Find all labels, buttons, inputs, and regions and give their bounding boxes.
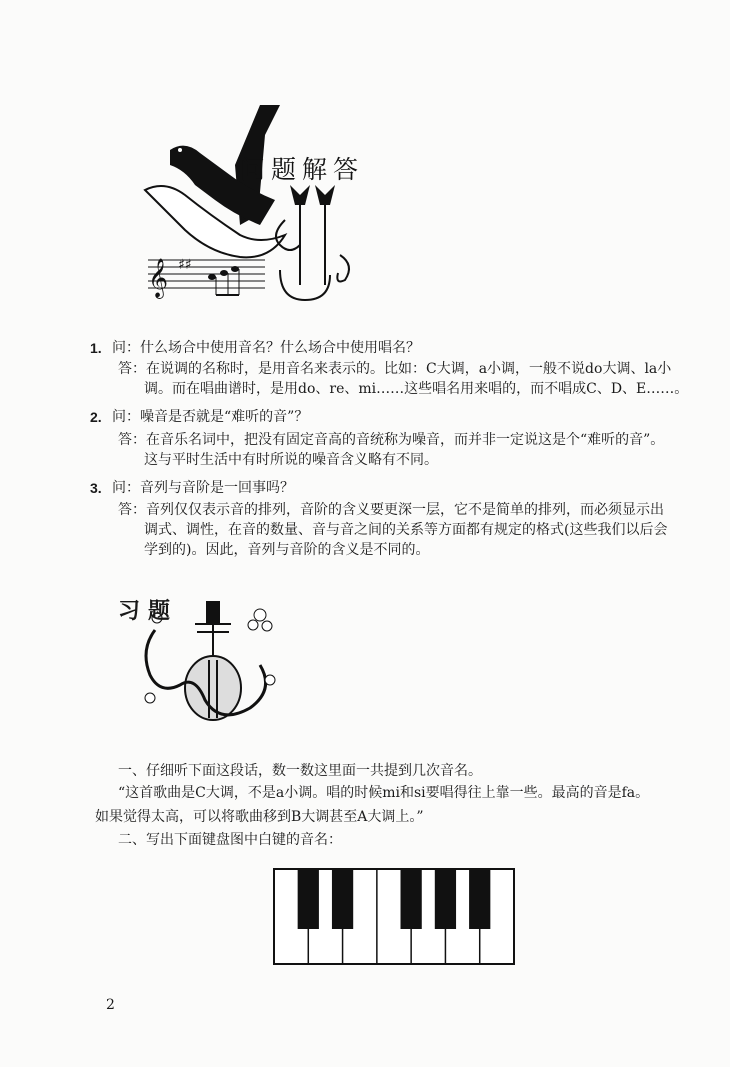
sharp-icon: ♯♯ (178, 257, 192, 273)
swirl-decoration (280, 255, 349, 300)
answer-line: 调。而在唱曲谱时，是用do、re、mi……这些唱名用来唱的，而不唱成C、D、E……。 (144, 381, 689, 397)
answer-block (118, 500, 708, 560)
exercises-title: 习题 (118, 599, 179, 624)
question-text: 问：噪音是否就是“难听的音”？ (112, 409, 309, 425)
black-key (401, 869, 422, 929)
piano-keyboard (273, 868, 515, 965)
answer-line: 调式、调性，在音的数量、音与音之间的关系等方面都有规定的格式(这些我们以后会 (144, 522, 668, 538)
answer-block (118, 430, 708, 470)
answer-line: 答：在说调的名称时，是用音名来表示的。比如：C大调，a小调，一般不说do大调、la小 (118, 361, 672, 377)
question-number: 2. (90, 409, 102, 425)
pipa-icon (185, 602, 241, 720)
exercise-1: 一、仔细听下面这段话，数一数这里面一共提到几次音名。 (118, 763, 482, 779)
answer-line: 学到的)。因此，音列与音阶的含义是不同的。 (144, 542, 430, 558)
answer-line: 答：在音乐名词中，把没有固定音高的音统称为噪音，而并非一定说这是个“难听的音”。 (118, 432, 665, 448)
exercise-1-quote-cont: 如果觉得太高，可以将歌曲移到B大调甚至A大调上。” (95, 809, 424, 825)
exercise-1-quote: “这首歌曲是C大调，不是a小调。唱的时候mi和si要唱得往上靠一些。最高的音是fa。 (118, 785, 650, 801)
question-text: 问：什么场合中使用音名？什么场合中使用唱名？ (112, 340, 420, 356)
lotus-flowers-icon (290, 185, 335, 285)
black-key (298, 869, 319, 929)
answer-line: 这与平时生活中有时所说的噪音含义略有不同。 (144, 452, 438, 468)
question-text: 问：音列与音阶是一回事吗？ (112, 480, 294, 496)
page-number: 2 (106, 997, 115, 1013)
question-number: 1. (90, 340, 102, 356)
exercise-2: 二、写出下面键盘图中白键的音名： (118, 832, 342, 848)
treble-clef-icon: 𝄞 (148, 258, 169, 298)
header-title: 问题解答 (240, 155, 365, 184)
answer-line: 答：音列仅仅表示音的排列，音阶的含义要更深一层，它不是简单的排列，而必须显示出 (118, 502, 664, 518)
dove-music-illustration (140, 95, 380, 320)
black-key (435, 869, 456, 929)
answer-block (118, 359, 708, 399)
black-key (469, 869, 490, 929)
question-number: 3. (90, 480, 102, 496)
black-key (332, 869, 353, 929)
